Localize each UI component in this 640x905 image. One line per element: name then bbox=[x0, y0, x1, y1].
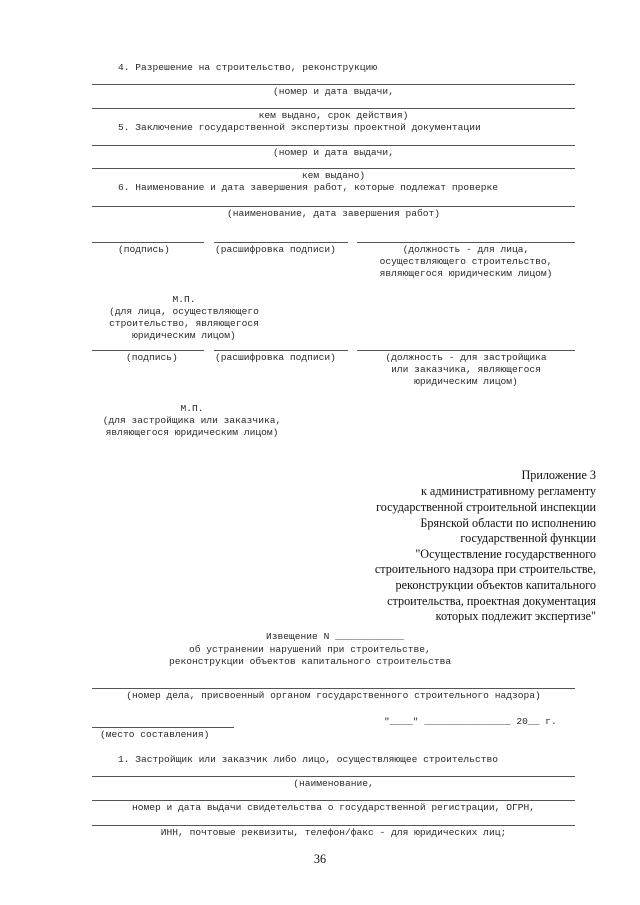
stamp2-line-2: являющегося юридическим лицом) bbox=[105, 427, 279, 438]
place-hint: (место составления) bbox=[100, 729, 210, 740]
item-6-line bbox=[92, 206, 575, 207]
item-5-line-2 bbox=[92, 168, 575, 169]
appendix-line-2: к административному регламенту bbox=[420, 484, 596, 498]
appendix-line-9: строительства, проектная документация bbox=[387, 594, 596, 608]
sig2-decode-hint: (расшифровка подписи) bbox=[215, 352, 336, 363]
item-4-line-1 bbox=[92, 84, 575, 85]
appendix-line-10: которых подлежит экспертизе" bbox=[435, 609, 596, 623]
notice-item-1-line-3 bbox=[92, 825, 575, 826]
sig2-decode-line bbox=[214, 350, 348, 351]
item-5-hint-2: кем выдано) bbox=[301, 170, 366, 181]
item-5-label: 5. Заключение государственной экспертизы проектной документации bbox=[118, 122, 481, 133]
item-4-hint-2: кем выдано, срок действия) bbox=[258, 110, 409, 121]
sig1-signature-hint: (подпись) bbox=[118, 244, 170, 255]
sig2-position-line bbox=[357, 350, 575, 351]
page-number: 36 bbox=[313, 852, 327, 866]
sig1-position-hint-2: осуществляющего строительство, bbox=[379, 256, 553, 267]
appendix-line-6: "Осуществление государственного bbox=[415, 547, 596, 561]
item-4-hint-1: (номер и дата выдачи, bbox=[273, 86, 394, 97]
item-6-hint: (наименование, дата завершения работ) bbox=[226, 208, 441, 219]
sig2-position-hint-1: (должность - для застройщика bbox=[385, 352, 547, 363]
case-number-line bbox=[92, 688, 575, 689]
appendix-line-3: государственной строительной инспекции bbox=[376, 500, 596, 514]
appendix-line-7: строительного надзора при строительстве, bbox=[374, 562, 596, 576]
stamp1-line-3: юридическим лицом) bbox=[132, 330, 236, 341]
item-4-line-2 bbox=[92, 108, 575, 109]
notice-item-1-line-2 bbox=[92, 800, 575, 801]
notice-item-1-hint-3: ИНН, почтовые реквизиты, телефон/факс - для юридических лиц; bbox=[160, 827, 507, 838]
notice-subtitle-1: об устранении нарушений при строительстве, bbox=[189, 644, 431, 655]
appendix-line-1: Приложение 3 bbox=[521, 468, 596, 482]
notice-item-1-label: 1. Застройщик или заказчик либо лицо, осуществляющее строительство bbox=[118, 754, 498, 765]
sig1-decode-line bbox=[214, 242, 348, 243]
sig1-decode-hint: (расшифровка подписи) bbox=[215, 244, 336, 255]
sig2-signature-line bbox=[92, 350, 204, 351]
sig1-position-hint-3: являющегося юридическим лицом) bbox=[379, 268, 553, 279]
stamp1-mp: М.П. bbox=[172, 294, 196, 305]
appendix-line-8: реконструкции объектов капитального bbox=[395, 578, 596, 592]
sig1-position-hint-1: (должность - для лица, bbox=[402, 244, 530, 255]
item-5-hint-1: (номер и дата выдачи, bbox=[273, 147, 394, 158]
date-line: "____" _______________ 20__ г. bbox=[384, 716, 557, 727]
sig2-position-hint-2: или заказчика, являющегося bbox=[391, 364, 541, 375]
item-5-line-1 bbox=[92, 145, 575, 146]
notice-item-1-line-1 bbox=[92, 776, 575, 777]
notice-item-1-hint-2: номер и дата выдачи свидетельства о государственной регистрации, ОГРН, bbox=[131, 802, 535, 813]
appendix-line-4: Брянской области по исполнению bbox=[420, 516, 596, 530]
stamp2-line-1: (для застройщика или заказчика, bbox=[102, 415, 282, 426]
case-number-hint: (номер дела, присвоенный органом государственного строительного надзора) bbox=[126, 690, 541, 701]
sig1-position-line bbox=[357, 242, 575, 243]
item-6-label: 6. Наименование и дата завершения работ, которые подлежат проверке bbox=[118, 182, 498, 193]
stamp2-mp: М.П. bbox=[180, 403, 204, 414]
notice-title: Извещение N ____________ bbox=[266, 631, 405, 642]
stamp1-line-1: (для лица, осуществляющего bbox=[109, 306, 259, 317]
place-line bbox=[92, 727, 234, 728]
notice-subtitle-2: реконструкции объектов капитального строительства bbox=[169, 656, 452, 667]
stamp1-line-2: строительство, являющегося bbox=[109, 318, 259, 329]
item-4-label: 4. Разрешение на строительство, реконструкцию bbox=[118, 62, 378, 73]
sig2-signature-hint: (подпись) bbox=[126, 352, 178, 363]
notice-item-1-hint-1: (наименование, bbox=[293, 778, 374, 789]
sig1-signature-line bbox=[92, 242, 204, 243]
sig2-position-hint-3: юридическим лицом) bbox=[414, 376, 518, 387]
appendix-line-5: государственной функции bbox=[460, 531, 596, 545]
